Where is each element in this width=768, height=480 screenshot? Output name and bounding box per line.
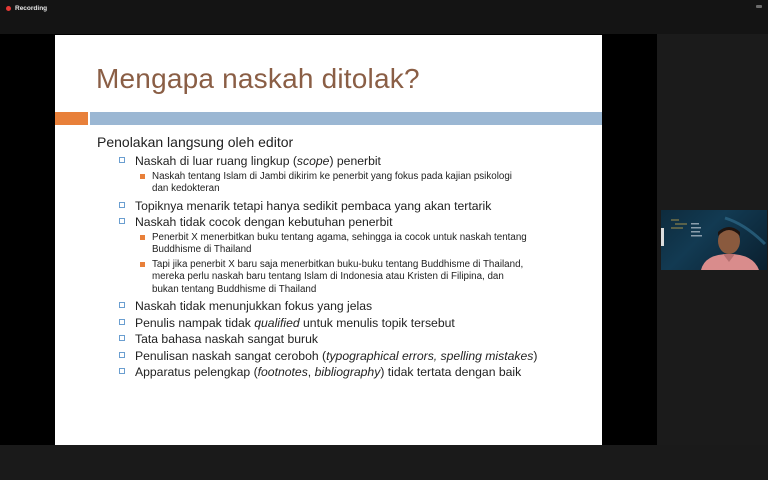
- bullet-item: Penulisan naskah sangat ceroboh (typographical errors, spelling mistakes): [97, 348, 597, 365]
- slide-title: Mengapa naskah ditolak?: [96, 63, 420, 94]
- sub-bullet-item: Tapi jika penerbit X baru saja menerbitkan buku-buku tentang Buddhisme di Thailand, mereka perlu naskah baru tentang Islam di Indonesia atau Kristen di Filipina, dan bukan tentang Buddhisme di Thailand: [97, 259, 597, 297]
- bullet-list: [97, 153, 597, 381]
- slide-content: [97, 133, 597, 381]
- recording-indicator[interactable]: [6, 5, 47, 12]
- participant-video-tile[interactable]: [661, 210, 767, 270]
- top-bar: [0, 0, 768, 34]
- title-accent-orange: [55, 112, 88, 125]
- participant-avatar-video: [665, 214, 767, 270]
- bottom-bar: [0, 445, 768, 480]
- sub-bullet-item: Penerbit X menerbitkan buku tentang agama, sehingga ia cocok untuk naskah tentang Buddhisme di Thailand: [97, 232, 597, 257]
- video-tile-edge: [661, 228, 664, 246]
- bullet-item: Tata bahasa naskah sangat buruk: [97, 331, 597, 348]
- slide-heading: Penolakan langsung oleh editor: [97, 134, 294, 150]
- recording-dot-icon: [6, 6, 11, 11]
- bullet-item: Apparatus pelengkap (footnotes, bibliography) tidak tertata dengan baik: [97, 364, 597, 381]
- title-accent-blue: [90, 112, 602, 125]
- sub-bullet-item: Naskah tentang Islam di Jambi dikirim ke penerbit yang fokus pada kajian psikologi dan kedokteran: [97, 171, 597, 196]
- presentation-slide: [55, 35, 602, 445]
- bullet-item: Topiknya menarik tetapi hanya sedikit pembaca yang akan tertarik: [97, 198, 597, 215]
- bullet-item: Naskah tidak menunjukkan fokus yang jelas: [97, 298, 597, 315]
- window-control-icon[interactable]: [756, 5, 762, 8]
- bullet-item: Naskah di luar ruang lingkup (scope) penerbit: [97, 153, 597, 170]
- bullet-item: Penulis nampak tidak qualified untuk menulis topik tersebut: [97, 315, 597, 332]
- bullet-item: Naskah tidak cocok dengan kebutuhan penerbit: [97, 214, 597, 231]
- recording-label: Recording: [15, 5, 48, 12]
